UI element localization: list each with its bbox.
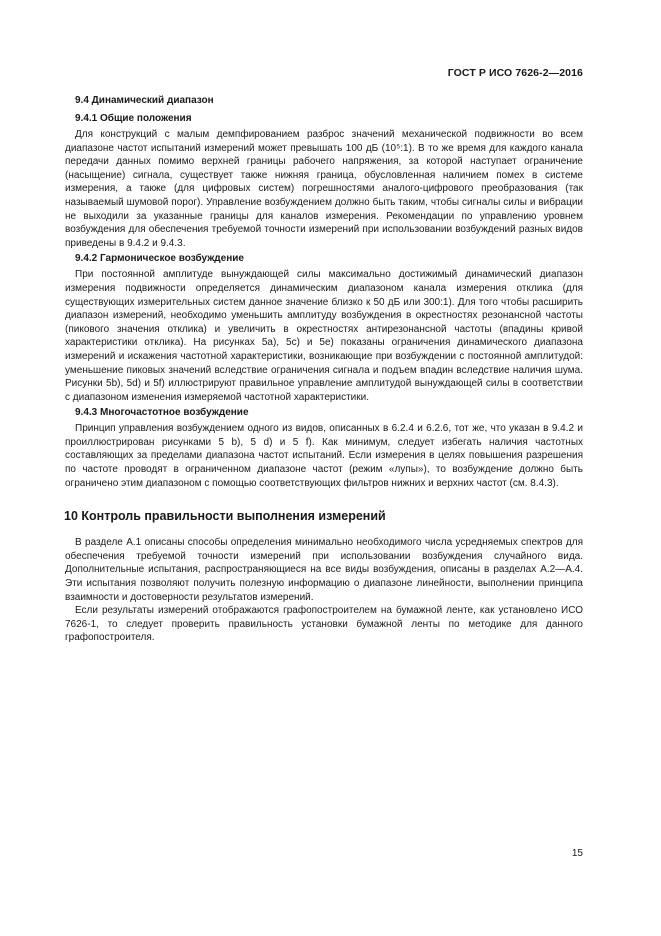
- section-10-paragraph-2: Если результаты измерений отображаются графопостроителем на бумажной ленте, как установлено ИСО 7626-1, то следует проверить правильность установки бумажной ленты по методике для данного графопостроителя.: [65, 605, 583, 644]
- subsection-9-4-1-paragraph: Для конструкций с малым демпфированием разброс значений механической подвижности во всем диапазоне частот испытаний измерений может превышать 100 дБ (10⁵:1). В то же время для каждого канала передачи данных помимо верхней границы рабочего напряжения, за которой наступает ограничение (насыщение) сигнала, существует также нижняя граница, обусловленная наличием помех в системе измерения, а также (для цифровых систем) погрешностями аналого-цифрового преобразования (так называемый шумовой порог). Управление возбуждением должно быть таким, чтобы сигналы силы и вибрации не выходили за указанные границы для каналов измерения. Рекомендации по управлению уровнем возбуждения для обеспечения требуемой точности измерений при использовании возбуждений разных видов приведены в 9.4.2 и 9.4.3.: [65, 129, 583, 249]
- document-body: [64, 94, 583, 645]
- subsection-9-4-3: [65, 406, 583, 490]
- section-9-4-heading: 9.4 Динамический диапазон: [75, 95, 214, 106]
- subsection-9-4-2: [65, 252, 583, 404]
- section-10-heading: 10 Контроль правильности выполнения измерений: [64, 509, 386, 524]
- section-10-paragraph-1: В разделе А.1 описаны способы определения минимально необходимого числа усредняемых спектров для обеспечения требуемой точности измерений при использовании возбуждения случайного вида. Дополнительные испытания, распространяющиеся на все виды возбуждения, описаны в разделах А.2—А.4. Эти испытания позволяют получить полезную информацию о диапазоне линейности, выполнении принципа взаимности и достоверности результатов измерений.: [65, 537, 583, 603]
- page-number: 15: [571, 848, 583, 859]
- standard-code-header: ГОСТ Р ИСО 7626-2—2016: [447, 67, 583, 79]
- subsection-9-4-3-heading: 9.4.3 Многочастотное возбуждение: [75, 407, 249, 419]
- subsection-9-4-2-paragraph: При постоянной амплитуде вынуждающей силы максимально достижимый динамический диапазон измерения подвижности определяется динамическим диапазоном канала измерения отклика (для существующих измерительных систем данное значение близко к 50 дБ или 300:1). Для того чтобы расширить диапазон измерений, необходимо уменьшить амплитуду возбуждения в окрестностях резонансной частоты (пикового значения отклика) и увеличить в окрестностях антирезонансной частоты (впадины кривой характеристики отклика). На рисунках 5a), 5c) и 5e) показаны ограничения динамического диапазона измерений и искажения частотной характеристики, возникающие при возбуждении с постоянной амплитудой: уменьшение пиковых значений вследствие ограничения сигнала и подъем впадин вследствие наличия шума. Рисунки 5b), 5d) и 5f) иллюстрируют правильное управление амплитудой вынуждающей силы в соответствии с диапазоном изменения измеряемой частотной характеристики.: [65, 269, 583, 403]
- subsection-9-4-2-heading: 9.4.2 Гармоническое возбуждение: [75, 253, 244, 265]
- subsection-9-4-1-heading: 9.4.1 Общие положения: [75, 113, 192, 124]
- subsection-9-4-3-paragraph: Принцип управления возбуждением одного из видов, описанных в 6.2.4 и 6.2.6, тот же, что указан в 9.4.2 и проиллюстрирован рисунками 5 b), 5 d) и 5 f). Как минимум, следует избегать наличия частотных составляющих за пределами диапазона частот испытаний. Если измерения в целях повышения разрешения по частоте проводят в ограниченном диапазоне частот (режим «лупы»), то возбуждение должно быть ограничено этим диапазоном с помощью соответствующих фильтров нижних и верхних частот (см. 8.4.3).: [65, 423, 583, 489]
- subsection-9-4-1: [65, 112, 583, 250]
